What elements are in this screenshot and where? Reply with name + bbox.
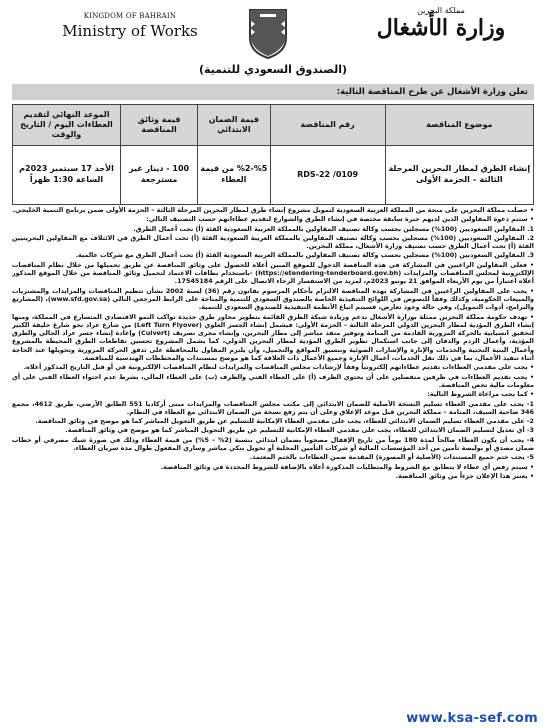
site-watermark: www.ksa-sef.com [406,711,538,726]
cell-docs-value: 100 - دينار غير مسترجعة [121,146,198,205]
paragraph: 2- على مقدمي العطاء تسليم الضمان الابتدائي للعطاء، يجب على مقدمي العطاء الإمكانية للتسليم عن طريق التحويل المباشر كما هو موضح في وثائق المناقصة. [35,417,534,426]
ministry-name-english [55,12,205,40]
header-docs-value: قيمة وثائق المناقصة [121,105,198,146]
paragraph: • حصلت مملكة البحرين على منحة من المملكة العربية السعودية لتمويل مشروع إنشاء طرق لمطار البحرين المرحلة الثالثة – الحزمة الأولى ضمن برنامج التنمية الخليجي. [12,206,534,214]
tender-table-header [13,105,534,146]
cell-deadline: الأحد 17 سبتمبر 2023م الساعة 1:30 ظهراً [13,146,121,205]
header-guarantee: قيمة الضمان الابتدائي [198,105,270,146]
ministry-name-arabic [366,6,516,41]
tender-conditions [12,206,534,714]
fund-subtitle: (الصندوق السعودي للتنمية) [198,63,348,76]
paragraph: • كما يجب مراعاة الشروط التالية: [427,390,534,399]
cell-number: RDS-22 /0109 [270,146,385,205]
ministry-emblem-icon [246,8,290,60]
ministry-title-arabic: وزارة الأشغال [376,15,506,41]
header-number: رقم المناقصة [270,105,385,146]
paragraph: • يجب على المقاولين الراغبين في المشاركة بهذه المناقصة الالتزام بأحكام المرسوم بقانون رقم (36) لسنة 2002 بشأن تنظيم المناقصات والمزايدات والمشتريات والمبيعات الحكومية، وكذلك وفقاً للنصوص في اللوائح التنفيذية الخاصة بالصندوق السعودي للتنمية والمتاحة على الرابط المرجعي التالي (www.sfd.gov.sa)، (المشاريع والبرامج، أدوات التمويل)، وفي حالة وجود تعارض، فسيتم اتباع الأنظمة التنفيذية للصندوق السعودي للتنمية. [12,286,534,312]
kingdom-name-english: KINGDOM OF BAHRAIN [83,12,177,20]
paragraph: • يعتبر هذا الإعلان جزءاً من وثائق المناقصة. [395,471,534,480]
cell-subject: إنشاء الطرق لمطار البحرين المرحلة الثالثة – الحزمة الأولى [385,146,533,205]
paragraph: 4- يجب أن يكون العطاء صالحاً لمدة 180 يوماً من تاريخ الإقفال مصحوباً بضمان ابتدائي بنسبة (2% – 5%) من قيمة العطاء وذلك في صورة شيك مصرفي أو خطاب ضمان مصدق أو بوليصة تأمين من أحد المؤسسات المالية أو شركات التأمين المحلية أو تحويل بنكي مباشر وساري المفعول طوال مدة سريان العطاء. [12,435,534,453]
announcement-bar: تعلن وزارة الأشغال عن طرح المناقصة التالية: [12,84,534,100]
paragraph: • يجب تقديم العطاءات في ظرفين منفصلين على أن يحتوي الظرف (أ) على العطاء الفني والظرف (ب) على العطاء المالي، بشرط عدم احتواء العطاء الفني على أي معلومات مالية تخص المناقصة. [12,372,534,389]
cell-guarantee: %5-%2 من قيمة العطاء [198,146,270,205]
paragraph: • تهدف حكومة مملكة البحرين ممثلة بوزارة الأشغال بدعم وزيادة شبكة الطرق القائمة بتطوير محاور طرق جديدة تواكب النمو الاقتصادي المتسارع في المملكة، ومنها إنشاء الطرق المؤدية لمطار البحرين الدولي المرحلة الثالثة – الحزمة الأولى: فيشمل إنشاء الجسر العلوي (Left Turn Flyover) من شارع عراد نحو شارع خليفة الكبير لتحقيق انسيابية بالحركة المرورية القادمة من المنامة وتوفير منفذ مباشر إلى مطار البحرين، وإنشاء مجرى تصريف (Culvert) وإعادة إنشاء جسر عراد الحالي والطرق المؤدية، وأعمال الردم والدفان إلى جانب استكمال تطوير الطرق المؤدية لمطار البحرين الدولي، كما يشمل المشروع تحسين تقاطعات الطرق المحيطة بالمشروع وأعمال البنية التحتية والخدمات والإنارة والإشارات الضوئية وتنسيق المواقع والتجميل، وأن يلتزم المقاول بالمحافظة على تدفق الحركة المرورية وتحويلها عند الحاجة أثناء تنفيذ الأعمال، بما في ذلك نقل الخدمات، أعمال الإنارة وجميع الأعمال ذات العلاقة كما هو موضح بمستندات والمخططات الهندسية للمناقصة. [12,312,534,363]
paragraph: • فعلى المقاولين الراغبين في المشاركة في هذه المناقصة الدخول للموقع المبين أعلاه للحصول على وثائق المناقصة عن طريق تحميلها من خلال نظام المناقصات الإلكترونية لمجلس المناقصات والمزايدات (https://etendering-tenderboard.gov.bh) -باستخدام بطاقات الاعتماد لتحميل وثائق المناقصة من خلال الموقع المذكور أعلاه اعتباراً من يوم الأربعاء الموافق 21 يونيو 2023م، لمزيد من الاستفسار الرجاء الاتصال على الرقم 17545184. [12,260,534,286]
header-deadline: الموعد النهائي لتقديم العطاءات اليوم / التاريخ والوقت [13,105,121,146]
header-subject: موضوع المناقصة [385,105,533,146]
kingdom-name-arabic: مملكة البحرين [417,6,465,15]
paragraph: • يجب على مقدمي العطاءات تقديم عطاءاتهم إلكترونياً وفقاً لإرشادات مجلس المناقصات والمزايدات لنظام المناقصات الإلكترونية في أو قبل التاريخ المذكور أعلاه. [23,363,534,372]
table-row [13,146,534,205]
paragraph: 3- أي تعديل لتسليم الضمان الابتدائي للعطاء، يجب على مقدمي العطاء الإمكانية للتسليم عن طريق التحويل المباشر كما هو موضح في وثائق المناقصة. [65,426,534,435]
tender-table [12,104,534,205]
paragraph: • ستتم دعوة المقاولين الذين لديهم خبرة سابقة مختصة في إنشاء الطرق والشوارع لتقديم عطاءاتهم حسب التصنيف التالي: [146,215,534,224]
paragraph: • سيتم رفض أي عطاء لا يتطابق مع الشروط والمتطلبات المذكورة أعلاه بالإضافة للشروط المحددة في وثائق المناقصة. [160,462,534,471]
paragraph: 1- يجب على مقدمي العطاء تسليم النسخة الأصلية للضمان الابتدائي إلى مكتب مجلس المناقصات والمزايدات مبنى أركاديا 551 الطابق الأرضي، طريق 4612، مجمع 346 ضاحية السيف، المنامة – مملكة البحرين قبل موعد الإغلاق وعلى أن يتم رفع نسخة من الضمان الابتدائي مع العطاء في النظام. [12,399,534,416]
paragraph: 3. المقاولين السعوديين (100%) مسجلين بحسب وكالة تصنيف المقاولين بالمملكة العربية السعودية الفئة (أ) تحت أعمال الطرق مع شركات عالمية. [75,251,534,260]
letterhead [0,0,546,90]
paragraph: 1. المقاولين السعوديين (100%) مسجلين بحسب وكالة تصنيف المقاولين بالمملكة العربية السعودية الفئة (أ) تحت أعمال الطرق. [133,224,534,233]
ministry-title-english: Ministry of Works [62,22,198,40]
paragraph: 2. المقاولين السعوديين (100%) مسجلين بحسب وكالة تصنيف المقاولين بالمملكة العربية السعودية الفئة (أ) تحت أعمال الطرق في الائتلاف مع المقاولين البحرينيين الفئة (أ) تحت أعمال الطرق حسب تصنيف وزارة الأشغال، مملكة البحرين. [12,233,534,251]
paragraph: 5- يجب ختم جميع المستندات (الأصلية أو المصورة) المقدمة ضمن العطاءات بالختم المعتمد. [249,453,534,462]
